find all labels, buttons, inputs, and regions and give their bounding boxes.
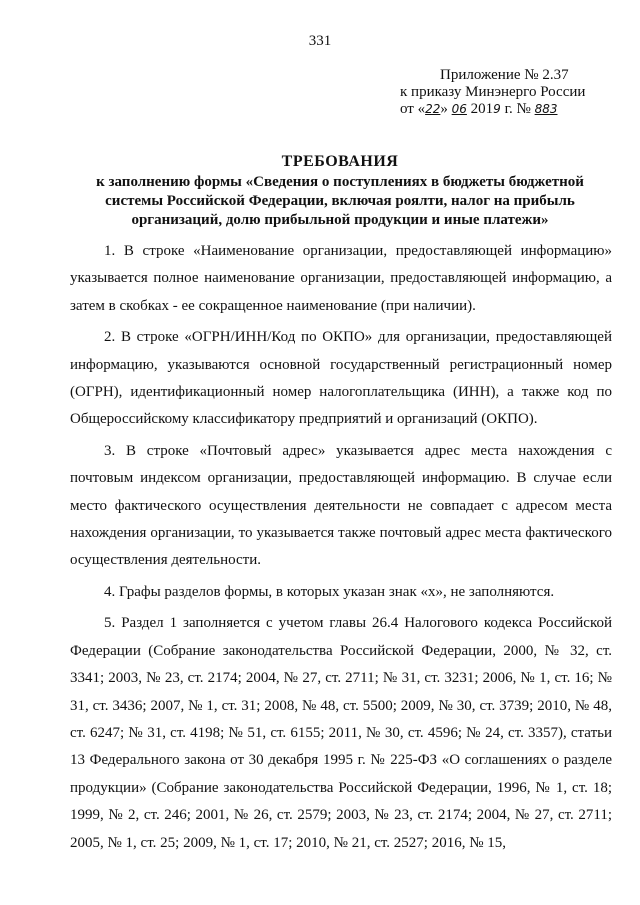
document-title: ТРЕБОВАНИЯ <box>281 153 399 170</box>
appendix-order-ref: к приказу Минэнерго России <box>400 84 586 100</box>
appendix-number: Приложение № 2.37 <box>440 67 569 83</box>
date-sep: » <box>440 101 452 117</box>
document-subtitle-line-2: системы Российской Федерации, включая роялти, налог на прибыль <box>105 193 575 209</box>
document-subtitle-line-3: организаций, долю прибыльной продукции и иные платежи» <box>131 212 549 228</box>
page-number: 331 <box>308 33 332 49</box>
date-year-digit: 9 <box>493 102 501 116</box>
paragraph-5: 5. Раздел 1 заполняется с учетом главы 26.4 Налогового кодекса Российской Федерации (Собрание законодательства Российской Федерации, 2000, № 32, ст. 3341; 2003, № 23, ст. 2174; 2004, № 27, ст. 2711; № 31, ст. 3231; 2006, № 1, ст. 16; № 31, ст. 3436; 2007, № 1, ст. 31; 2008, № 48, ст. 5500; 2009, № 30, ст. 3739; 2010, № 48, ст. 6247; № 31, ст. 4198; № 51, ст. 6155; 2011, № 30, ст. 4596; № 24, ст. 3357), статьи 13 Федерального закона от 30 декабря 1995 г. № 225-ФЗ «О соглашениях о разделе продукции» (Собрание законодательства Российской Федерации, 1996, № 1, ст. 18; 1999, № 2, ст. 246; 2001, № 26, ст. 2579; 2003, № 23, ст. 2174; 2004, № 27, ст. 2711; 2005, № 1, ст. 25; 2009, № 1, ст. 17; 2010, № 21, ст. 2527; 2016, № 15, <box>70 615 612 851</box>
date-day: 22 <box>425 102 441 116</box>
paragraph-2: 2. В строке «ОГРН/ИНН/Код по ОКПО» для организации, предоставляющей информацию, указываются основной государственный регистрационный номер (ОГРН), идентификационный номер налогоплательщика (ИНН), а также код по Общероссийскому классификатору предприятий и организаций (ОКПО). <box>70 329 612 428</box>
date-month: 06 <box>451 102 467 116</box>
document-body <box>70 238 612 861</box>
appendix-date-line <box>400 101 600 118</box>
appendix-header <box>400 67 600 118</box>
date-year-prefix: 201 <box>466 101 494 117</box>
paragraph-4: 4. Графы разделов формы, в которых указан знак «х», не заполняются. <box>104 583 555 600</box>
document-subtitle-line-1: к заполнению формы «Сведения о поступлениях в бюджеты бюджетной <box>96 174 584 190</box>
order-number: 883 <box>534 102 558 116</box>
title-block <box>70 152 610 230</box>
date-suffix: г. № <box>500 101 535 117</box>
paragraph-1: 1. В строке «Наименование организации, предоставляющей информацию» указывается полное наименование организации, предоставляющей информацию, а затем в скобках - ее сокращенное наименование (при наличии). <box>70 243 612 314</box>
paragraph-3: 3. В строке «Почтовый адрес» указывается адрес места нахождения с почтовым индексом организации, предоставляющей информацию. В случае если место фактического осуществления деятельности не совпадает с адресом места нахождения организации, то указывается также почтовый адрес места фактического осуществления деятельности. <box>70 442 612 569</box>
date-prefix: от « <box>400 101 426 117</box>
